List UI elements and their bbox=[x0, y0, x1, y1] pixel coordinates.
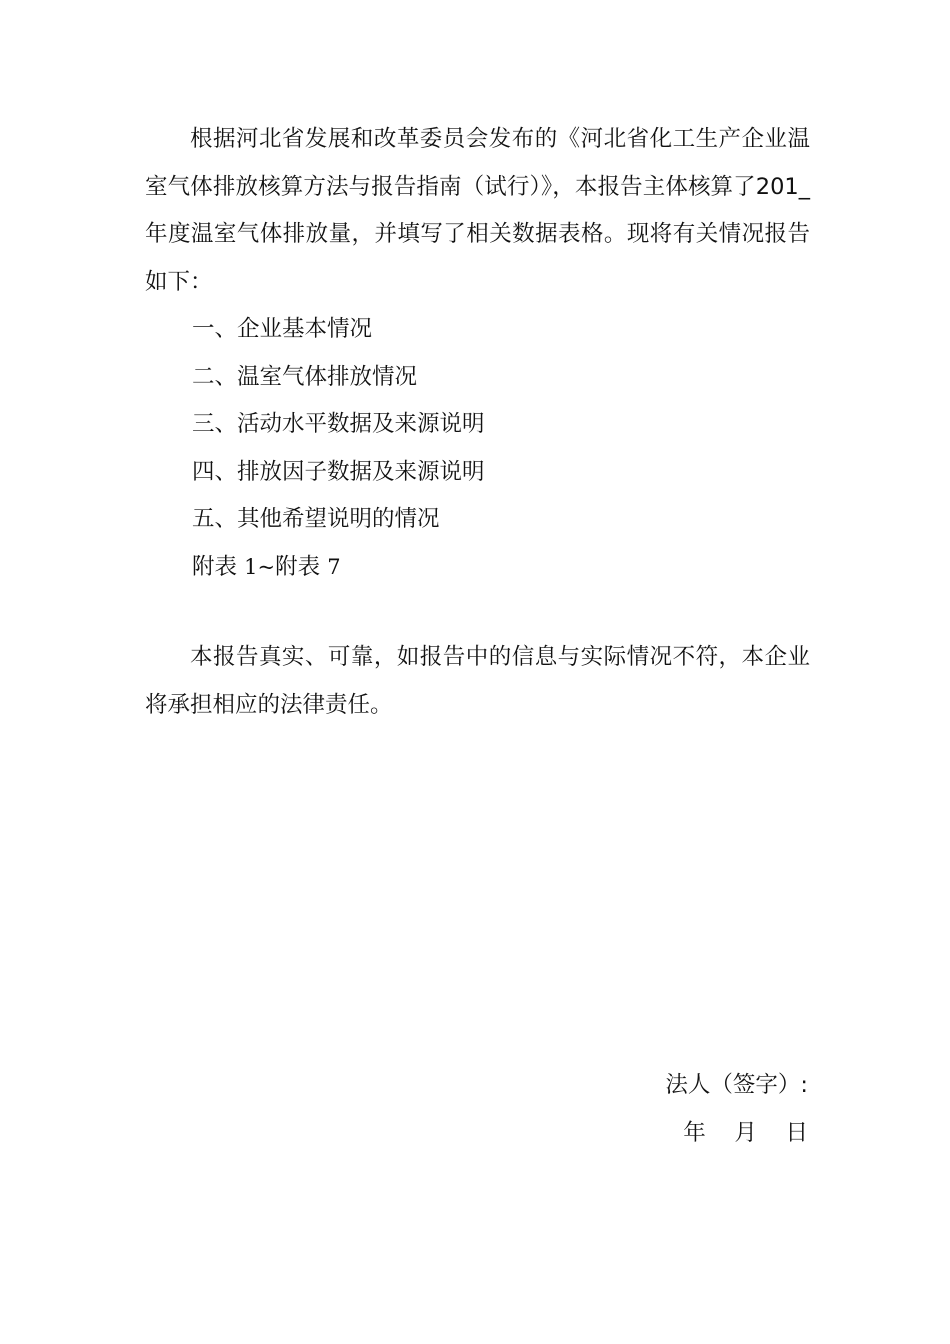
section-list bbox=[192, 306, 485, 591]
signature-label: 法人（签字）: bbox=[665, 1072, 808, 1098]
appendix-reference bbox=[192, 544, 485, 592]
signature-block bbox=[665, 1062, 808, 1157]
appendix-range-start: 1~ bbox=[244, 554, 276, 579]
appendix-middle: 附表 bbox=[275, 553, 328, 580]
closing-paragraph: 本报告真实、可靠，如报告中的信息与实际情况不符，本企业将承担相应的法律责任。 bbox=[145, 644, 810, 718]
section-item-emissions: 二、温室气体排放情况 bbox=[192, 363, 418, 390]
section-item-emission-factors: 四、排放因子数据及来源说明 bbox=[192, 458, 485, 485]
section-item-basic-info: 一、企业基本情况 bbox=[192, 316, 373, 342]
section-item-other: 五、其他希望说明的情况 bbox=[192, 506, 440, 532]
appendix-prefix: 附表 bbox=[192, 553, 245, 580]
appendix-range-end: 7 bbox=[327, 554, 341, 579]
intro-paragraph: 根据河北省发展和改革委员会发布的《河北省化工生产企业温室气体排放核算方法与报告指南（试行）》，本报告主体核算了201_年度温室气体排放量，并填写了相关数据表格。现将有关情况报告如下： bbox=[145, 126, 810, 295]
section-item-activity-data: 三、活动水平数据及来源说明 bbox=[192, 411, 485, 437]
signature-date: 年 月 日 bbox=[683, 1119, 808, 1146]
